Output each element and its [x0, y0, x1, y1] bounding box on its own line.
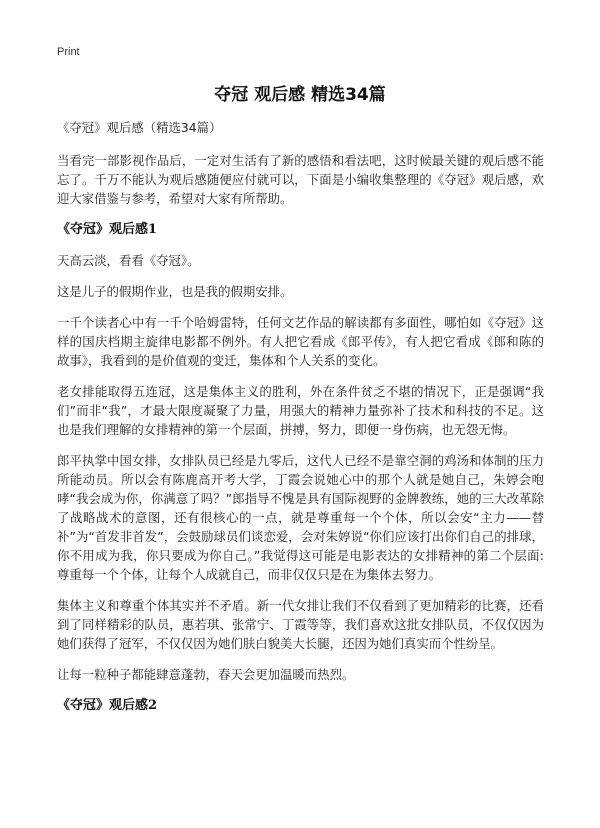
intro-paragraph: 当看完一部影视作品后，一定对生活有了新的感悟和看法吧，这时候最关键的观后感不能忘了。千万不能认为观后感随便应付就可以，下面是小编收集整理的《夺冠》观后感，欢迎大家借鉴与参考，希望对大家有所帮助。	[57, 153, 544, 206]
print-link[interactable]: Print	[57, 46, 80, 58]
body-paragraph: 这是儿子的假期作业，也是我的假期安排。	[57, 284, 293, 299]
body-paragraph: 集体主义和尊重个体其实并不矛盾。新一代女排让我们不仅看到了更加精彩的比赛，还看到了同样精彩的队员，惠若琪、张常宁、丁霞等等，我们喜欢这批女排队员，不仅仅因为她们获得了冠军，不仅仅因为她们肤白貌美大长腿，还因为她们真实而个性纷呈。	[57, 598, 544, 651]
document-subtitle: 《夺冠》观后感（精选34篇）	[57, 120, 222, 135]
body-paragraph: 老女排能取得五连冠，这是集体主义的胜利，外在条件贫乏不堪的情况下，正是强调“我们”而非“我”，才最大限度凝聚了力量，用强大的精神力量弥补了技术和科技的不足。这也是我们理解的女排精神的第一个层面，拼搏，努力，即便一身伤病，也无怨无悔。	[57, 384, 544, 437]
section-heading: 《夺冠》观后感2	[57, 698, 158, 713]
document-title: 夺冠 观后感 精选34篇	[214, 85, 386, 105]
section-heading: 《夺冠》观后感1	[57, 222, 158, 237]
document-body	[57, 118, 544, 727]
body-paragraph: 郎平执掌中国女排，女排队员已经是九零后，这代人已经不是靠空洞的鸡汤和体制的压力所能动员。所以会有陈鹿高开考大学，丁霞会说她心中的那个人就是她自己，朱婷会咆哮“我会成为你，你满意了吗？”郎指导不愧是具有国际视野的金牌教练，她的三大改革除了战略战术的意图，还有很核心的一点，就是尊重每一个个体，所以会安“主力——替补”为“首发非首发”，会鼓励球员们谈恋爱，会对朱婷说“你们应该打出你们自己的排球，你不用成为我，你只要成为你自己。”我觉得这可能是电影表达的女排精神的第二个层面:尊重每一个个体，让每个人成就自己，而非仅仅只是在为集体去努力。	[57, 453, 544, 582]
body-paragraph: 一千个读者心中有一千个哈姆雷特，任何文艺作品的解读都有多面性，哪怕如《夺冠》这样的国庆档期主旋律电影都不例外。有人把它看成《郎平传》，有人把它看成《郎和陈的故事》，我看到的是价值观的变迁，集体和个人关系的变化。	[57, 315, 544, 368]
body-paragraph: 让每一粒种子都能肆意蓬勃，春天会更加温暖而热烈。	[57, 667, 355, 682]
body-paragraph: 天高云淡，看看《夺冠》。	[57, 253, 200, 268]
